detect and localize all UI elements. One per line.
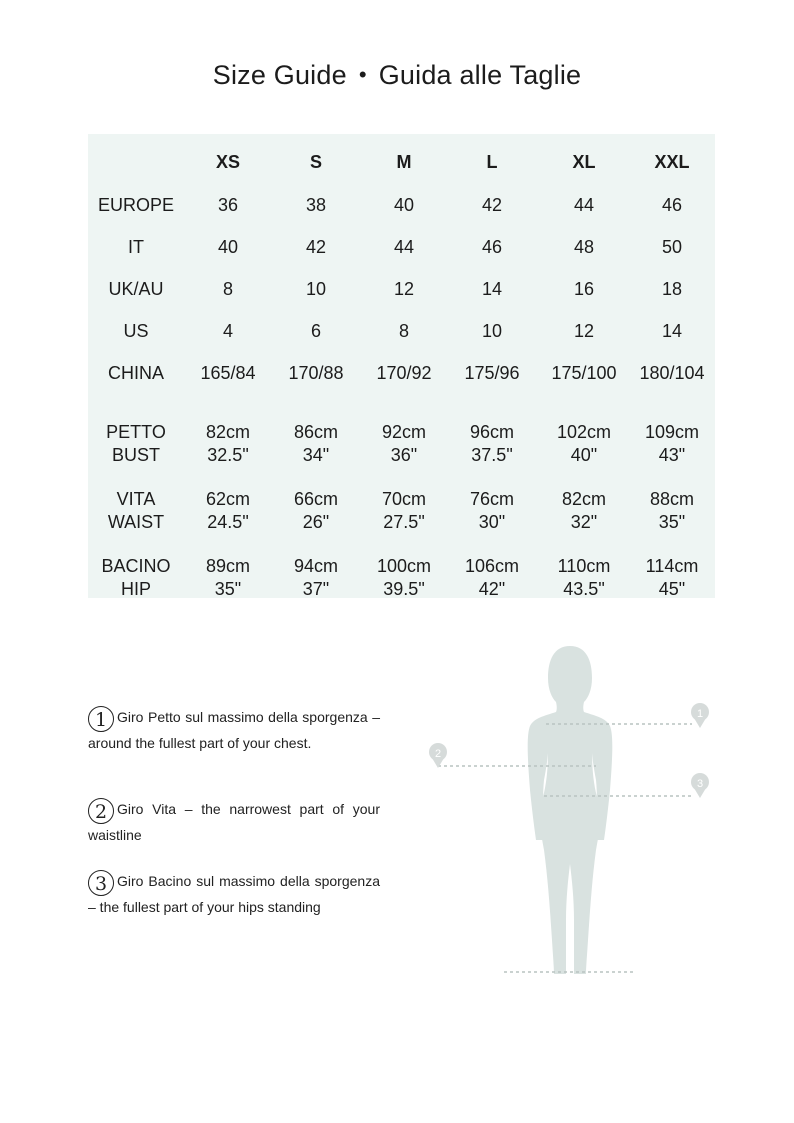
page-title: [0, 60, 794, 91]
svg-text:3: 3: [696, 778, 704, 790]
row-label-primary: IT: [128, 237, 144, 257]
row-label-primary: US: [123, 321, 149, 341]
row-label: [92, 278, 180, 301]
table-cell: [270, 278, 362, 301]
table-cell: [446, 421, 538, 467]
cell-value: 50: [661, 237, 683, 257]
table-cell: [182, 320, 274, 343]
cell-value: 82cm: [205, 422, 250, 442]
table-cell: [270, 421, 362, 467]
table-cell: [358, 194, 450, 217]
table-cell: [358, 362, 450, 385]
cell-value: 89cm: [205, 556, 250, 576]
table-cell: [538, 362, 630, 385]
marker-waist: [429, 743, 447, 768]
table-cell: [182, 236, 274, 259]
cell-value: 100cm: [376, 556, 432, 576]
cell-value: 170/92: [376, 363, 432, 383]
table-cell: [182, 488, 274, 534]
cell-value: 40: [393, 195, 415, 215]
cell-value: 10: [305, 279, 327, 299]
cell-value-inches: 34": [302, 445, 330, 465]
body-silhouette-illustration: [420, 640, 720, 980]
body-figure: [420, 640, 720, 980]
cell-value-inches: 43": [658, 445, 686, 465]
row-label: [92, 236, 180, 259]
table-cell: [446, 236, 538, 259]
row-label: [92, 320, 180, 343]
table-cell: [626, 320, 718, 343]
table-cell: [270, 236, 362, 259]
cell-value: 44: [393, 237, 415, 257]
cell-value-inches: 32": [570, 512, 598, 532]
row-label: [92, 421, 180, 467]
cell-value: 96cm: [469, 422, 514, 442]
table-cell: [358, 320, 450, 343]
row-label-primary: BACINO: [101, 556, 171, 576]
table-cell: [446, 488, 538, 534]
cell-value-inches: 40": [570, 445, 598, 465]
table-cell: [626, 555, 718, 601]
cell-value: 70cm: [381, 489, 426, 509]
size-header-xxl: XXL: [654, 152, 690, 172]
cell-value: 48: [573, 237, 595, 257]
cell-value: 42: [305, 237, 327, 257]
cell-value: 114cm: [645, 556, 699, 576]
table-cell: [358, 488, 450, 534]
cell-value: 165/84: [200, 363, 256, 383]
row-label-primary: PETTO: [106, 422, 166, 442]
row-label-primary: UK/AU: [108, 279, 164, 299]
title-separator: •: [358, 62, 367, 87]
svg-text:2: 2: [434, 748, 442, 760]
cell-value: 94cm: [293, 556, 338, 576]
cell-value: 109cm: [644, 422, 700, 442]
svg-text:1: 1: [696, 708, 704, 720]
table-cell: [538, 320, 630, 343]
table-cell: [270, 194, 362, 217]
table-cell: [538, 421, 630, 467]
row-label: [92, 488, 180, 534]
cell-value: 82cm: [561, 489, 606, 509]
table-cell: [446, 278, 538, 301]
note-chest-text: Giro Petto sul massimo della sporgenza – around the fullest part of your chest.: [88, 709, 380, 751]
table-cell: [538, 278, 630, 301]
title-italian: Guida alle Taglie: [378, 60, 582, 90]
cell-value: 18: [661, 279, 683, 299]
row-label: [92, 555, 180, 601]
cell-value-inches: 24.5": [207, 512, 249, 532]
table-cell: [626, 421, 718, 467]
cell-value: 8: [398, 321, 409, 341]
table-cell: [626, 236, 718, 259]
cell-value: 180/104: [639, 363, 705, 383]
row-label-secondary: HIP: [120, 579, 151, 599]
cell-value: 10: [481, 321, 503, 341]
cell-value: 12: [573, 321, 595, 341]
cell-value: 44: [573, 195, 595, 215]
size-header-xl: XL: [572, 152, 596, 172]
cell-value-inches: 30": [478, 512, 506, 532]
note-chest: [88, 706, 380, 755]
cell-value-inches: 37": [302, 579, 330, 599]
row-label-secondary: BUST: [111, 445, 160, 465]
table-cell: [182, 194, 274, 217]
note-number-3: 3: [88, 870, 114, 896]
cell-value: 110cm: [557, 556, 611, 576]
cell-value: 76cm: [469, 489, 514, 509]
cell-value: 92cm: [381, 422, 426, 442]
table-cell: [358, 278, 450, 301]
cell-value: 86cm: [293, 422, 338, 442]
size-header-m: M: [396, 152, 412, 172]
cell-value: 6: [310, 321, 321, 341]
table-cell: [446, 362, 538, 385]
cell-value: 16: [573, 279, 595, 299]
size-header-l: L: [486, 152, 498, 172]
cell-value: 102cm: [556, 422, 612, 442]
cell-value: 175/100: [551, 363, 617, 383]
cell-value: 14: [481, 279, 503, 299]
table-cell: [358, 555, 450, 601]
cell-value-inches: 35": [658, 512, 686, 532]
title-english: Size Guide: [212, 60, 347, 90]
cell-value-inches: 45": [658, 579, 686, 599]
cell-value-inches: 35": [214, 579, 242, 599]
table-cell: [358, 236, 450, 259]
row-label-secondary: WAIST: [107, 512, 165, 532]
table-cell: [182, 278, 274, 301]
table-cell: [538, 236, 630, 259]
table-cell: [270, 320, 362, 343]
table-cell: [270, 488, 362, 534]
cell-value-inches: 37.5": [471, 445, 513, 465]
note-number-2: 2: [88, 798, 114, 824]
marker-chest: [691, 703, 709, 728]
cell-value: 46: [661, 195, 683, 215]
cell-value-inches: 36": [390, 445, 418, 465]
cell-value-inches: 32.5": [207, 445, 249, 465]
table-cell: [446, 320, 538, 343]
cell-value: 38: [305, 195, 327, 215]
cell-value: 106cm: [464, 556, 520, 576]
cell-value: 42: [481, 195, 503, 215]
table-cell: [626, 488, 718, 534]
note-waist: [88, 798, 380, 847]
cell-value: 8: [222, 279, 233, 299]
cell-value-inches: 42": [478, 579, 506, 599]
cell-value: 88cm: [649, 489, 694, 509]
table-cell: [182, 555, 274, 601]
table-cell: [446, 194, 538, 217]
table-cell: [446, 555, 538, 601]
note-hip: [88, 870, 380, 919]
row-label-primary: EUROPE: [97, 195, 175, 215]
cell-value: 12: [393, 279, 415, 299]
size-header-s: S: [309, 152, 322, 172]
cell-value: 66cm: [293, 489, 338, 509]
cell-value: 46: [481, 237, 503, 257]
cell-value: 14: [661, 321, 683, 341]
table-cell: [538, 194, 630, 217]
note-waist-text: Giro Vita – the narrowest part of your waistline: [88, 801, 380, 843]
cell-value: 4: [222, 321, 233, 341]
cell-value-inches: 27.5": [383, 512, 425, 532]
table-cell: [626, 278, 718, 301]
cell-value: 62cm: [205, 489, 250, 509]
body-silhouette: [528, 646, 613, 974]
table-cell: [538, 488, 630, 534]
table-cell: [270, 555, 362, 601]
table-cell: [358, 421, 450, 467]
size-header-xs: XS: [215, 152, 240, 172]
cell-value: 40: [217, 237, 239, 257]
row-label: [92, 194, 180, 217]
table-cell: [182, 421, 274, 467]
row-label-primary: CHINA: [107, 363, 164, 383]
row-label-primary: VITA: [116, 489, 156, 509]
cell-value: 170/88: [288, 363, 344, 383]
cell-value-inches: 26": [302, 512, 330, 532]
cell-value: 175/96: [464, 363, 520, 383]
note-number-1: 1: [88, 706, 114, 732]
table-cell: [270, 362, 362, 385]
table-cell: [538, 555, 630, 601]
table-cell: [626, 362, 718, 385]
cell-value-inches: 39.5": [383, 579, 425, 599]
table-cell: [626, 194, 718, 217]
row-label: [92, 362, 180, 385]
cell-value: 36: [217, 195, 239, 215]
table-cell: [182, 362, 274, 385]
cell-value-inches: 43.5": [563, 579, 605, 599]
marker-hip: [691, 773, 709, 798]
note-hip-text: Giro Bacino sul massimo della sporgenza – the fullest part of your hips standing: [88, 873, 380, 915]
